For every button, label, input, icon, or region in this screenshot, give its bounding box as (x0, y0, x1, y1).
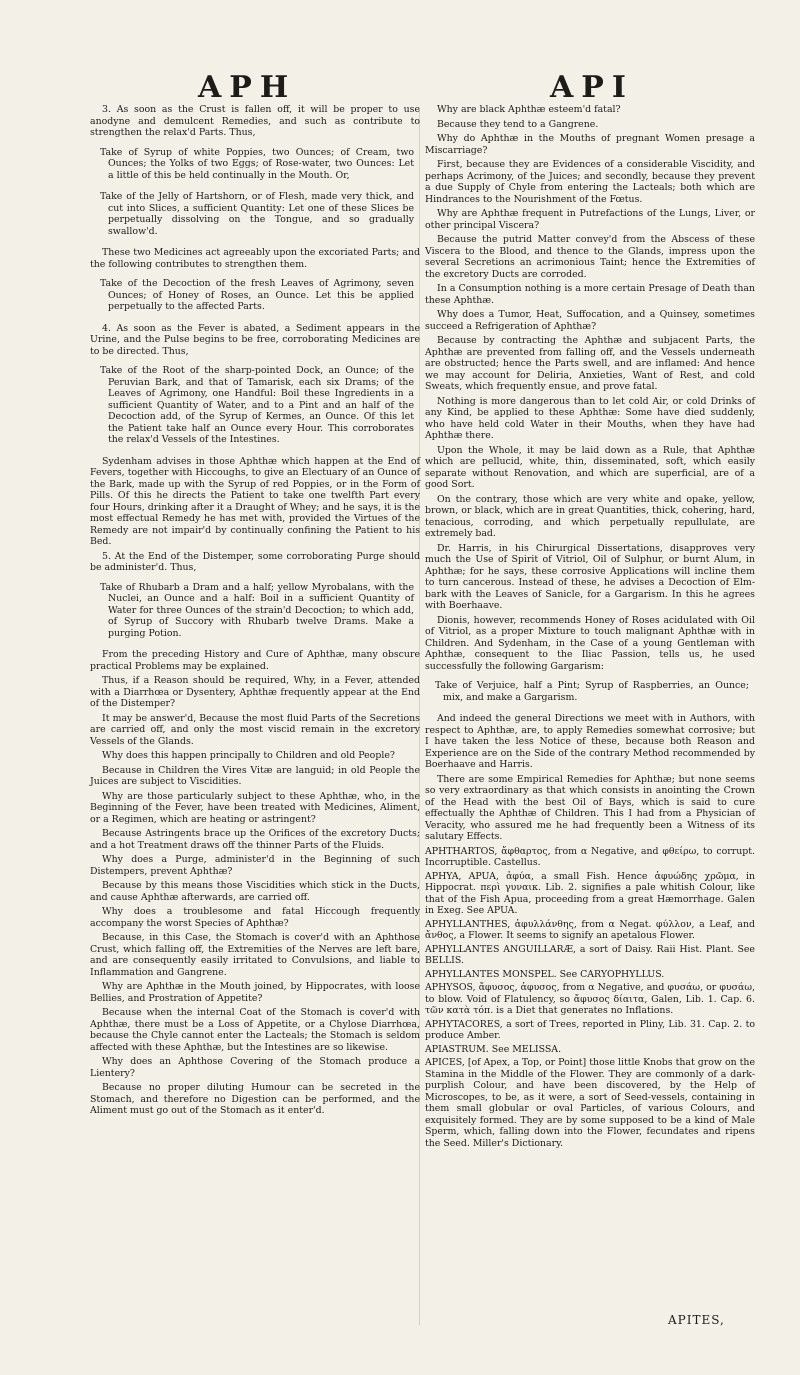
running-head-right: API (550, 70, 634, 105)
paragraph: Dionis, however, recommends Honey of Roses acidulated with Oil of Vitriol, as a proper Mixture to touch malignant Aphthæ with in Children. And Sydenham, in the Case of a young Gentleman with Aphthæ, consequent to the Iliac Passion, tells us, he used successfully the following Gargarism: (425, 614, 755, 672)
paragraph: Why does this happen principally to Children and old People? (102, 750, 395, 761)
paragraph: Because, in this Case, the Stomach is cover'd with an Aphthose Crust, which falling off, the Extremities of the Nerves are left bare, and are consequently easily irritated to Convulsions, and liable to Inflammation and Gangrene. (90, 932, 420, 978)
paragraph: Because no proper diluting Humour can be secreted in the Stomach, and therefore no Digestion can be performed, and the Aliment must go out of the Stomach as it enter'd. (90, 1082, 420, 1116)
paragraph: Why are black Aphthæ esteem'd fatal? (437, 104, 621, 115)
paragraph: Why does a troublesome and fatal Hiccough frequently accompany the worst Species of Aphthæ? (90, 906, 420, 929)
paragraph: Because the putrid Matter convey'd from the Abscess of these Viscera to the Blood, and thence to the Glands, impress upon the several Secretions an acrimonious Taint; hence the Extremities of the excretory Ducts are corroded. (425, 234, 755, 280)
dictionary-entry: APIASTRUM. See MELISSA. (425, 1043, 562, 1055)
recipe-paragraph: Take of the Jelly of Hartshorn, or of Flesh, made very thick, and cut into Slices, a sufficient Quantity: Let one of these Slices be perpetually dissolving on the Tongue, and so gradually swallow'd. (100, 191, 414, 237)
catchword: APITES, (668, 1313, 725, 1327)
paragraph: Why does an Aphthose Covering of the Stomach produce a Lientery? (90, 1056, 420, 1079)
recipe-paragraph: Take of the Decoction of the fresh Leaves of Agrimony, seven Ounces; of Honey of Roses, an Ounce. Let this be applied perpetually to the affected Parts. (100, 278, 414, 312)
recipe-paragraph: Take of Rhubarb a Dram and a half; yellow Myrobalans, with the Nuclei, an Ounce and a half: Boil in a sufficient Quantity of Water for three Ounces of the strain'd Decoction; to which add, of Syrup of Succory with Rhubarb twelve Drams. Make a purging Potion. (100, 581, 414, 639)
paragraph: Sydenham advises in those Aphthæ which happen at the End of Fevers, together with Hiccoughs, to give an Electuary of an Ounce of the Bark, made up with the Syrup of red Poppies, or in the Form of Pills. Of this he directs the Patient to take one twelfth Part every four Hours, drinking after it a Draught of Whey; and he says, it is the most effectual Remedy he has met with, provided the Virtues of the Remedy are not impair'd by continually confining the Patient to his Bed. (90, 455, 420, 547)
dictionary-entry: APHYSOS, ἄφυσος, ἀφυσος, from α Negative, and φυσάω, or φυσάω, to blow. Void of Flatulency, so ἄφυσος δίαιτα, Galen, Lib. 1. Cap. 6. τῶν κατὰ τόπ. is a Diet that generates no Inflations. (425, 982, 755, 1016)
dictionary-entry: APHYA, APUA, ἀφύα, a small Fish. Hence ἀφυώδης χρῶμα, in Hippocrat. περὶ γυναικ. Lib. 2. signifies a pale whitish Colour, like that of the Fish Apua, proceeding from a great Hæmorrhage. Galen in Exeg. See APUA. (425, 870, 755, 916)
dictionary-entry: APHYLLANTES ANGUILLARÆ, a sort of Daisy. Raii Hist. Plant. See BELLIS. (425, 943, 755, 966)
paragraph: Why are Aphthæ in the Mouth joined, by Hippocrates, with loose Bellies, and Prostration of Appetite? (90, 981, 420, 1004)
paragraph: These two Medicines act agreeably upon the excoriated Parts; and the following contributes to strengthen them. (90, 247, 420, 270)
paragraph: Because by contracting the Aphthæ and subjacent Parts, the Aphthæ are prevented from falling off, and the Vessels underneath are obstructed; hence the Parts swell, and are inflamed: And hence we may account for Deliria, Anxieties, Want of Rest, and cold Sweats, which frequently ensue, and prove fatal. (425, 335, 755, 392)
paragraph: There are some Empirical Remedies for Aphthæ; but none seems so very extraordinary as that which consists in anointing the Crown of the Head with the best Oil of Bays, which is said to cure effectually the Aphthæ of Children. This I had from a Physician of Veracity, who assured me he had frequently been a Witness of its salutary Effects. (425, 773, 755, 842)
recipe-paragraph: Take of the Root of the sharp-pointed Dock, an Ounce; of the Peruvian Bark, and that of Tamarisk, each six Drams; of the Leaves of Agrimony, one Handful: Boil these Ingredients in a sufficient Quantity of Water, and to a Pint and an half of the Decoction add, of the Syrup of Kermes, an Ounce. Of this let the Patient take half an Ounce every Hour. This corroborates the relax'd Vessels of the Intestines. (100, 365, 414, 445)
paragraph: Why does a Purge, administer'd in the Beginning of such Distempers, prevent Aphthæ? (90, 854, 420, 877)
paragraph: Because they tend to a Gangrene. (437, 118, 599, 130)
paragraph: Why do Aphthæ in the Mouths of pregnant Women presage a Miscarriage? (425, 133, 755, 156)
paragraph: Dr. Harris, in his Chirurgical Dissertations, disapproves very much the Use of Spirit of Vitriol, Oil of Sulphur, or burnt Alum, in Aphthæ; for he says, these corrosive Applications will incline them to turn cancerous. Instead of these, he advises a Decoction of Elm-bark with the Leaves of Sanicle, for a Gargarism. In this he agrees with Boerhaave. (425, 542, 755, 611)
paragraph: 5. At the End of the Distemper, some corroborating Purge should be administer'd. Thus, (90, 550, 420, 573)
paragraph: Upon the Whole, it may be laid down as a Rule, that Aphthæ which are pellucid, white, thin, disseminated, soft, which easily separate without Renovation, and which are superficial, are of a good Sort. (425, 444, 755, 490)
recipe-paragraph: Take of Verjuice, half a Pint; Syrup of Raspberries, an Ounce; mix, and make a Gargarism. (435, 680, 749, 703)
paragraph: 4. As soon as the Fever is abated, a Sediment appears in the Urine, and the Pulse begins to be free, corroborating Medicines are to be directed. Thus, (90, 322, 420, 357)
paragraph: Because Astringents brace up the Orifices of the excretory Ducts; and a hot Treatment draws off the thinner Parts of the Fluids. (90, 828, 420, 851)
dictionary-entry: APHYLLANTHES, ἀφυλλάνθης, from α Negat. φύλλον, a Leaf, and ἄνθος, a Flower. It seems to signify an apetalous Flower. (425, 918, 755, 941)
paragraph: Because when the internal Coat of the Stomach is cover'd with Aphthæ, there must be a Loss of Appetite, or a Chylose Diarrhœa, because the Chyle cannot enter the Lacteals; the Stomach is seldom affected with these Aphthæ, but the Intestines are so likewise. (90, 1007, 420, 1053)
paragraph: From the preceding History and Cure of Aphthæ, many obscure practical Problems may be explained. (90, 649, 420, 672)
paragraph: 3. As soon as the Crust is fallen off, it will be proper to use anodyne and demulcent Remedies, and such as contribute to strengthen the relax'd Parts. Thus, (90, 104, 420, 138)
right-column (425, 104, 755, 1151)
paragraph: Because by this means those Viscidities which stick in the Ducts, and cause Aphthæ afterwards, are carried off. (90, 880, 420, 903)
dictionary-entry: APHTHARTOS, ἄφθαρτος, from α Negative, and φθείρω, to corrupt. Incorruptible. Castellus. (425, 845, 755, 868)
paragraph: It may be answer'd, Because the most fluid Parts of the Secretions are carried off, and only the most viscid remain in the excretory Vessels of the Glands. (90, 712, 420, 747)
dictionary-entry: APHYLLANTES MONSPEL. See CARYOPHYLLUS. (425, 968, 665, 980)
left-column (90, 104, 420, 1120)
paragraph: In a Consumption nothing is a more certain Presage of Death than these Aphthæ. (425, 283, 755, 306)
paragraph: Thus, if a Reason should be required, Why, in a Fever, attended with a Diarrhœa or Dysentery, Aphthæ frequently appear at the End of the Distemper? (90, 675, 420, 709)
paragraph: Why are those particularly subject to these Aphthæ, who, in the Beginning of the Fever, have been treated with Medicines, Aliment, or a Regimen, which are heating or astringent? (90, 790, 420, 825)
dictionary-entry: APHYTACORES, a sort of Trees, reported in Pliny, Lib. 31. Cap. 2. to produce Amber. (425, 1018, 755, 1041)
dictionary-entry: APICES, [of Apex, a Top, or Point] those little Knobs that grow on the Stamina in the Middle of the Flower. They are commonly of a dark-purplish Colour, and have been discovered, by the Help of Microscopes, to be, as it were, a sort of Seed-vessels, containing in them small globular or oval Particles, of various Colours, and exquisitely formed. They are by some supposed to be a kind of Male Sperm, which, falling down into the Flower, fecundates and ripens the Seed. Miller's Dictionary. (425, 1057, 755, 1149)
running-head-left: APH (198, 70, 297, 105)
paragraph: Why are Aphthæ frequent in Putrefactions of the Lungs, Liver, or other principal Viscera? (425, 208, 755, 231)
paragraph: On the contrary, those which are very white and opake, yellow, brown, or black, which are in great Quantities, thick, cohering, hard, tenacious, corroding, and which perpetually repullulate, are extremely bad. (425, 493, 755, 539)
recipe-paragraph: Take of Syrup of white Poppies, two Ounces; of Cream, two Ounces; the Yolks of two Eggs; of Rose-water, two Ounces: Let a little of this be held continually in the Mouth. Or, (100, 146, 414, 181)
paragraph: Why does a Tumor, Heat, Suffocation, and a Quinsey, sometimes succeed a Refrigeration of Aphthæ? (425, 309, 755, 332)
paragraph: Nothing is more dangerous than to let cold Air, or cold Drinks of any Kind, be applied to these Aphthæ: Some have died suddenly, who have held cold Water in their Mouths, when they have had Aphthæ there. (425, 395, 755, 441)
paragraph: Because in Children the Vires Vitæ are languid; in old People the Juices are subject to Viscidities. (90, 764, 420, 787)
paragraph: And indeed the general Directions we meet with in Authors, with respect to Aphthæ, are, to apply Remedies somewhat corrosive; but I have taken the less Notice of these, because both Reason and Experience are on the Side of the contrary Method recommended by Boerhaave and Harris. (425, 713, 755, 770)
paragraph: First, because they are Evidences of a considerable Viscidity, and perhaps Acrimony, of the Juices; and secondly, because they prevent a due Supply of Chyle from entering the Lacteals; both which are Hindrances to the Nourishment of the Fœtus. (425, 159, 755, 205)
